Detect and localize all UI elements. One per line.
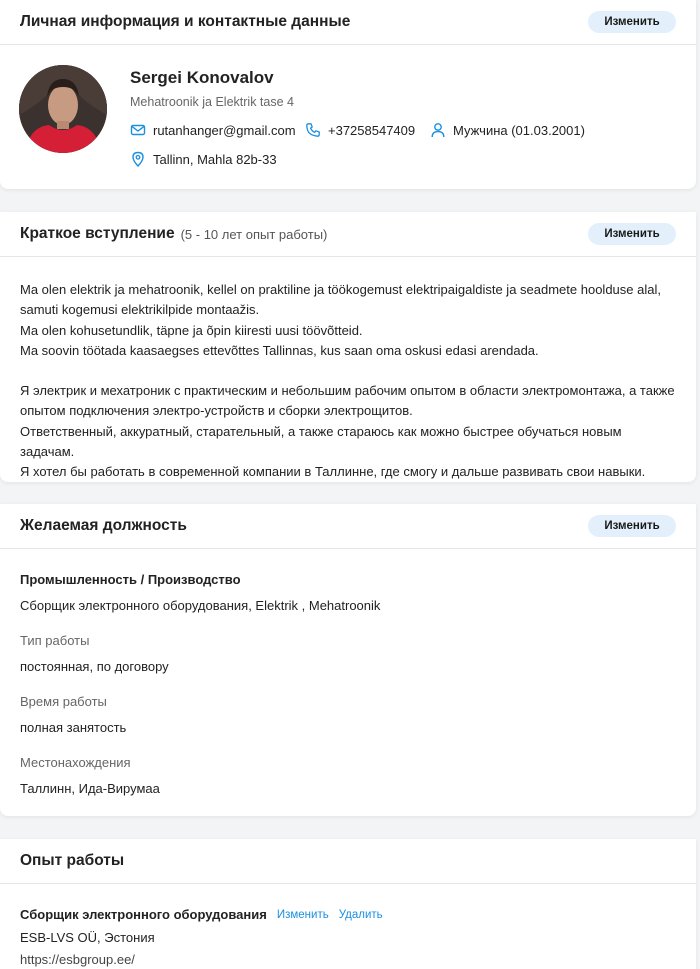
- intro-text: [0, 257, 696, 483]
- position-header: [0, 504, 696, 549]
- industry-field: [20, 572, 380, 613]
- location-value: Таллинн, Ида-Вирумаа: [20, 781, 160, 796]
- work-type-label: Тип работы: [20, 633, 90, 648]
- job-title: Сборщик электронного оборудования: [20, 907, 267, 922]
- location-icon: [130, 151, 146, 167]
- work-time-field: [20, 694, 126, 735]
- paragraph-gap: [20, 361, 676, 381]
- contact-phone[interactable]: [305, 122, 415, 138]
- work-type-field: [20, 633, 169, 674]
- experience-header: [0, 839, 696, 884]
- personal-info-card: [0, 0, 696, 189]
- contact-gender-birth: [430, 122, 585, 138]
- edit-job-link[interactable]: Изменить: [276, 908, 329, 921]
- work-time-label: Время работы: [20, 694, 107, 709]
- intro-paragraph: Я электрик и мехатроник с практическим и небольшим рабочим опытом в области электромонтажа, а также опытом подключения электро-устройств и сборки электрощитов.: [20, 383, 675, 419]
- mail-icon: [130, 122, 146, 138]
- intro-paragraph: Я хотел бы работать в современной компании в Таллинне, где смогу и дальше развивать свои навыки.: [20, 464, 646, 480]
- user-icon: [430, 122, 446, 138]
- intro-experience-years: (5 - 10 лет опыт работы): [180, 226, 328, 242]
- position-title: Желаемая должность: [20, 517, 187, 534]
- intro-header: [0, 212, 696, 257]
- personal-info-title: Личная информация и контактные данные: [20, 13, 351, 30]
- location-field: [20, 755, 160, 796]
- desired-position-card: [0, 504, 696, 816]
- profile-photo: [19, 65, 107, 153]
- experience-title: Опыт работы: [20, 852, 125, 869]
- person-name: Sergei Konovalov: [130, 68, 274, 87]
- edit-personal-button[interactable]: Изменить: [588, 11, 676, 33]
- work-time-value: полная занятость: [20, 720, 127, 735]
- contact-email[interactable]: [130, 122, 296, 138]
- job-entry-title: [20, 907, 383, 922]
- gender-birth-value: Мужчина (01.03.2001): [453, 122, 585, 138]
- intro-paragraph: Ma olen elektrik ja mehatroonik, kellel on praktiline ja töökogemust elektripaigaldiste ja seadmete hoolduse alal, samuti kogemusi elektrikilpide montaažis.: [20, 282, 661, 318]
- intro-paragraph: Ответственный, аккуратный, старательный, а также стараюсь как можно быстрее обучаться новым задачам.: [20, 423, 622, 460]
- intro-title: Краткое вступление: [20, 225, 175, 242]
- intro-paragraph: Ma olen kohusetundlik, täpne ja õpin kiiresti uusi töövõtteid.: [20, 322, 363, 338]
- work-type-value: постоянная, по договору: [20, 659, 169, 674]
- address-value: Tallinn, Mahla 82b-33: [153, 151, 277, 167]
- contact-address: [130, 151, 277, 167]
- industry-label: Промышленность / Производство: [20, 572, 241, 587]
- job-company-url[interactable]: https://esbgroup.ee/: [20, 952, 135, 967]
- email-value: rutanhanger@gmail.com: [153, 122, 296, 138]
- phone-icon: [305, 122, 321, 138]
- phone-value: +37258547409: [328, 122, 416, 138]
- avatar: [19, 65, 107, 153]
- intro-paragraph: Ma soovin töötada kaasaegses ettevõttes Tallinnas, kus saan oma oskusi edasi arendada.: [20, 342, 539, 358]
- edit-intro-button[interactable]: Изменить: [588, 223, 676, 245]
- experience-card: [0, 839, 696, 969]
- job-company: ESB-LVS OÜ, Эстония: [20, 930, 155, 945]
- intro-card: [0, 212, 696, 482]
- person-role: Mehatroonik ja Elektrik tase 4: [130, 95, 294, 109]
- delete-job-link[interactable]: Удалить: [338, 908, 383, 921]
- industry-value: Сборщик электронного оборудования, Elektrik , Mehatroonik: [20, 598, 381, 613]
- edit-position-button[interactable]: Изменить: [588, 515, 676, 537]
- personal-info-header: [0, 0, 696, 45]
- location-label: Местонахождения: [20, 755, 131, 770]
